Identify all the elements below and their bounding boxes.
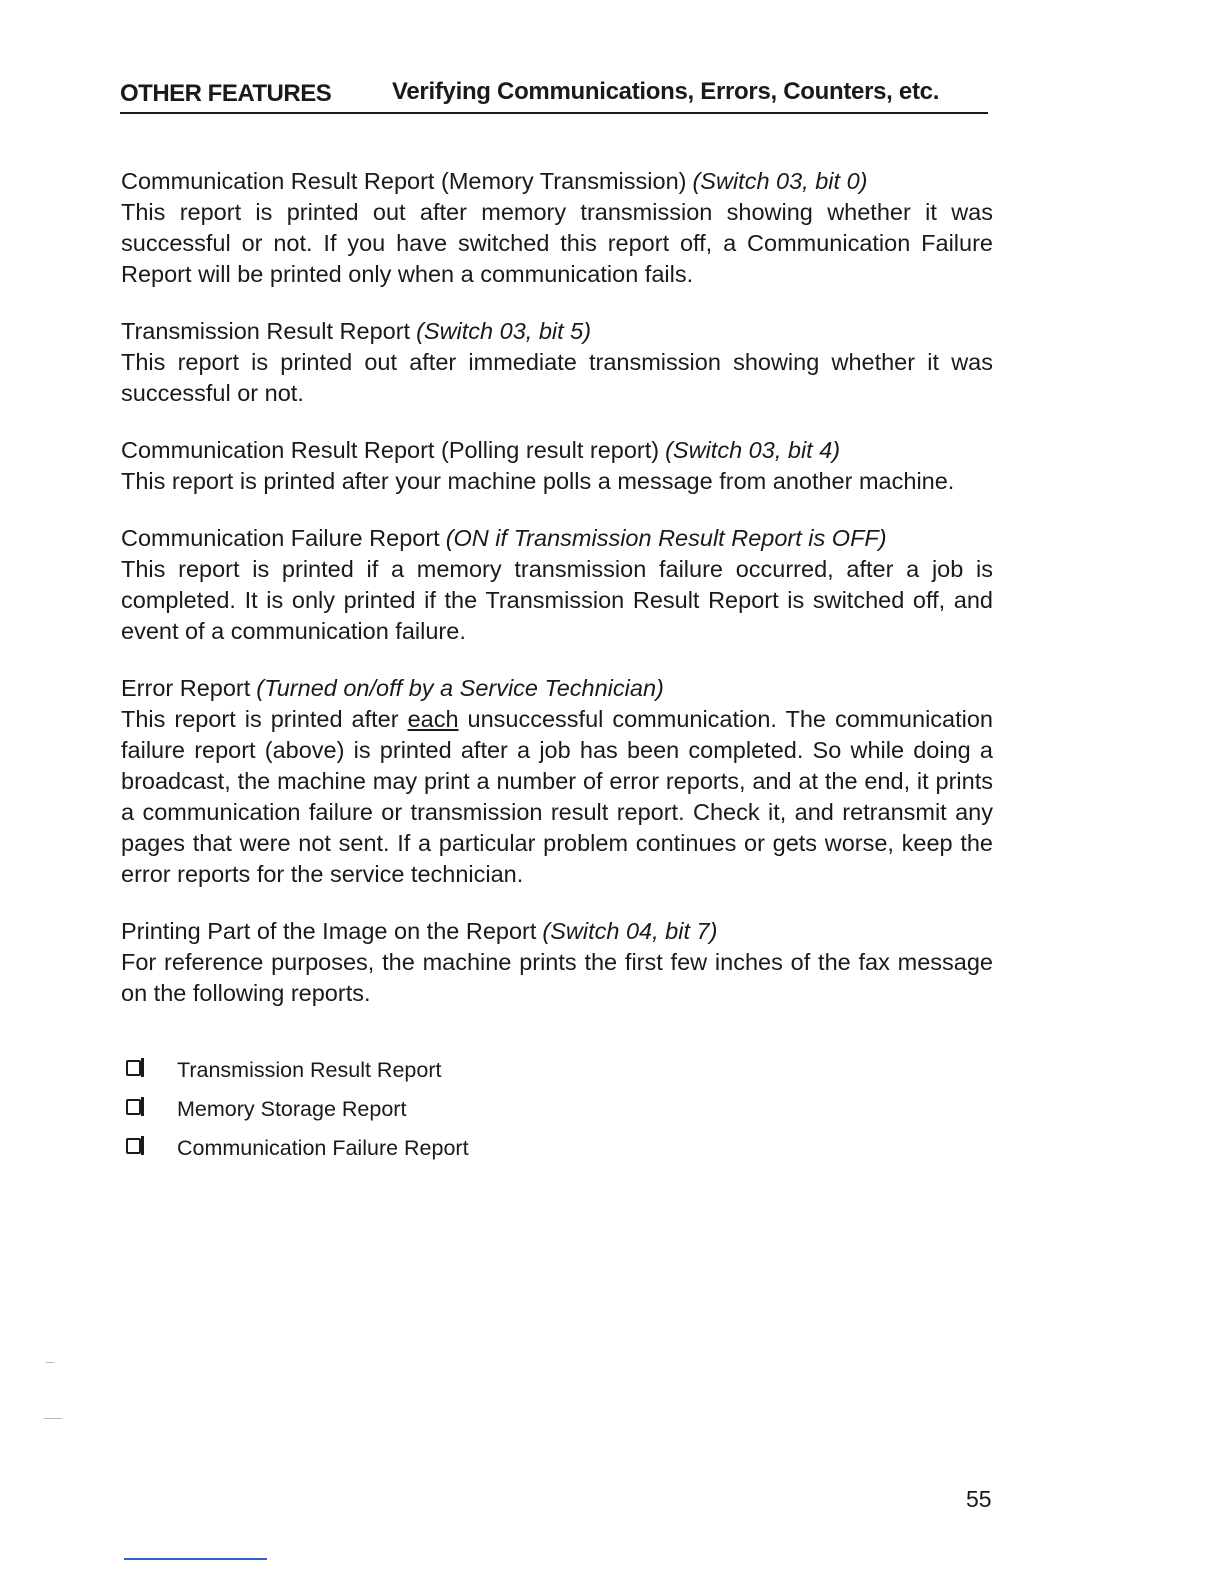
page-number: 55 (966, 1486, 992, 1512)
switch-note: (Turned on/off by a Service Technician) (256, 675, 664, 701)
section-printing-part-of-image (121, 916, 993, 1009)
section-title-text: Error Report (121, 675, 251, 701)
checkbox-bullet-icon (126, 1138, 141, 1154)
body-text-end: unsuccessful communication. The communication failure report (above) is printed after a job has been completed. So while doing a broadcast, the machine may print a number of error reports, and at the end, it prints a communication failure or transmission result report. Check it, and retransmit any pages that were not sent. If a particular problem continues or gets worse, keep the error reports for the service technician. (121, 706, 993, 887)
header-title: Verifying Communications, Errors, Counters, etc. (392, 78, 940, 105)
list-item-label: Communication Failure Report (177, 1136, 469, 1160)
report-list (121, 1051, 993, 1168)
section-body: For reference purposes, the machine prints the first few inches of the fax message on the following reports. (121, 949, 993, 1006)
page-content (121, 166, 993, 1184)
section-body (121, 704, 993, 890)
scan-speck (46, 1362, 54, 1363)
scan-edge-line (124, 1558, 267, 1560)
section-title-text: Communication Result Report (Memory Transmission) (121, 168, 687, 194)
body-text-start: This report is printed after (121, 706, 408, 732)
section-title (121, 316, 993, 347)
switch-note: (Switch 03, bit 4) (665, 437, 841, 463)
section-body: This report is printed if a memory transmission failure occurred, after a job is completed. It is only printed if the Transmission Result Report is switched off, and event of a communication failure. (121, 556, 993, 644)
switch-note: (Switch 03, bit 0) (692, 168, 868, 194)
section-transmission-result-report (121, 316, 993, 409)
section-body: This report is printed out after memory transmission showing whether it was successful or not. If you have switched this report off, a Communication Failure Report will be printed only when a communication fails. (121, 199, 993, 287)
list-item-label: Transmission Result Report (177, 1058, 442, 1082)
section-title (121, 435, 993, 466)
switch-note: (ON if Transmission Result Report is OFF) (445, 525, 887, 551)
section-title (121, 523, 993, 554)
header-section-label: OTHER FEATURES (120, 80, 332, 107)
list-item (121, 1129, 993, 1168)
scan-speck (44, 1418, 62, 1419)
list-item-label: Memory Storage Report (177, 1097, 407, 1121)
section-title-text: Printing Part of the Image on the Report (121, 918, 537, 944)
section-title-text: Transmission Result Report (121, 318, 411, 344)
list-item (121, 1090, 993, 1129)
emphasis-each: each (407, 706, 459, 732)
section-error-report (121, 673, 993, 890)
section-title-text: Communication Failure Report (121, 525, 440, 551)
section-title (121, 166, 993, 197)
switch-note: (Switch 04, bit 7) (542, 918, 718, 944)
section-title (121, 916, 993, 947)
section-polling-result-report (121, 435, 993, 497)
section-body: This report is printed out after immediate transmission showing whether it was successful or not. (121, 349, 993, 406)
page-header (120, 76, 988, 114)
list-item (121, 1051, 993, 1090)
switch-note: (Switch 03, bit 5) (416, 318, 592, 344)
section-memory-transmission-report (121, 166, 993, 290)
section-title-text: Communication Result Report (Polling result report) (121, 437, 660, 463)
section-communication-failure-report (121, 523, 993, 647)
section-body: This report is printed after your machine polls a message from another machine. (121, 468, 955, 494)
section-title (121, 673, 993, 704)
checkbox-bullet-icon (126, 1099, 141, 1115)
checkbox-bullet-icon (126, 1060, 141, 1076)
